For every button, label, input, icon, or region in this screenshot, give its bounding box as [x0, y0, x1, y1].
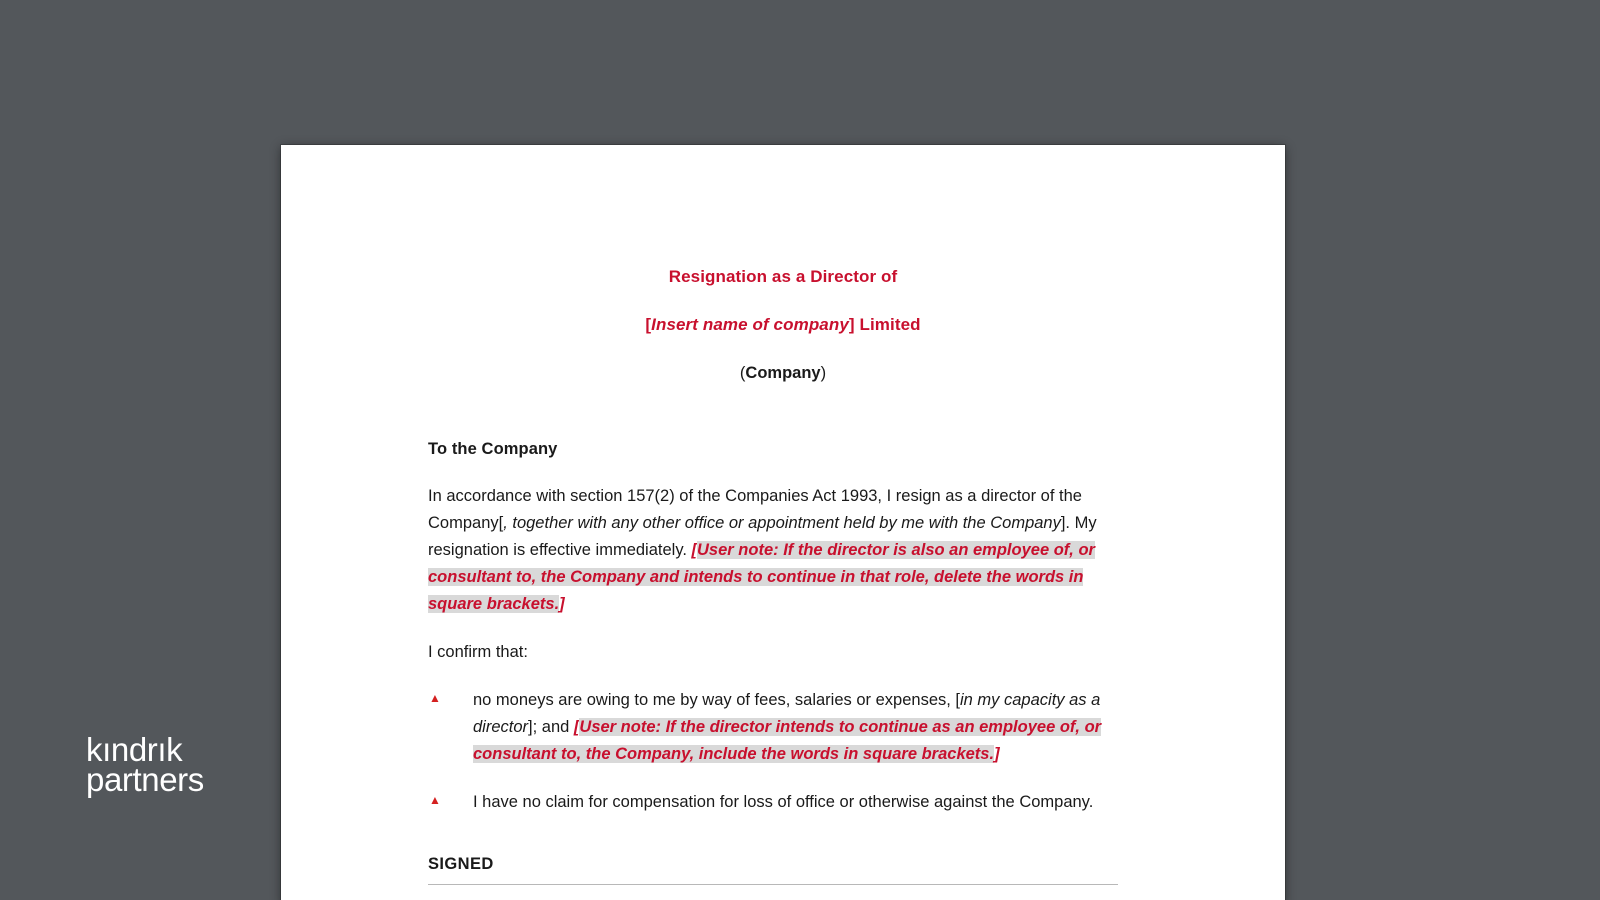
signature-rule	[428, 884, 1118, 885]
bullet1-part1: no moneys are owing to me by way of fees, salaries or expenses, [	[473, 691, 960, 710]
para1-usernote-open-bracket: [	[691, 541, 698, 560]
para1-usernote-close-bracket: ]	[559, 595, 565, 614]
defined-term-label: Company	[745, 364, 821, 382]
para1-part3: ]. My resignation is effective immediately.	[428, 514, 1097, 560]
subtitle-suffix: ] Limited	[848, 315, 921, 334]
list-item	[428, 687, 1118, 768]
kindrik-partners-logo	[86, 731, 204, 799]
para1-italic-clause: , together with any other office or appointment held by me with the Company	[503, 514, 1061, 533]
triangle-bullet-icon: ▲	[429, 793, 441, 808]
defined-term-close-paren: )	[820, 364, 827, 382]
logo-line-kindrik: kındrık	[86, 731, 183, 768]
list-item	[428, 789, 1118, 816]
defined-term-company	[281, 364, 1285, 383]
bullet2-text: I have no claim for compensation for loss of office or otherwise against the Company.	[473, 793, 1094, 812]
subtitle-placeholder-company-name: Insert name of company	[651, 315, 849, 334]
document-page[interactable]	[281, 145, 1285, 900]
confirmation-list	[428, 687, 1118, 816]
triangle-bullet-icon: ▲	[429, 691, 441, 706]
signed-label: SIGNED	[428, 855, 494, 873]
defined-term-open-paren: (	[739, 364, 746, 382]
page-title: Resignation as a Director of	[668, 267, 898, 286]
bullet1-usernote-close-bracket: ]	[994, 745, 1000, 764]
para1-part1: In accordance with section 157(2) of the Companies Act 1993, I resign as a director of the Company[	[428, 487, 1082, 533]
document-body	[428, 440, 1118, 816]
document-subtitle	[281, 315, 1285, 335]
paragraph-i-confirm: I confirm that:	[428, 643, 528, 662]
document-title-block	[281, 267, 1285, 383]
user-note-highlight-2: User note: If the director intends to continue as an employee of, or consultant to, the Company, include the words in square brackets.	[473, 718, 1102, 764]
bullet1-usernote-open-bracket: [	[573, 718, 580, 737]
paragraph-resignation	[428, 483, 1118, 618]
logo-line-partners: partners	[86, 761, 204, 799]
user-note-highlight-1: User note: If the director is also an employee of, or consultant to, the Company and intends to continue in that role, delete the words in square brackets.	[428, 541, 1095, 614]
section-heading-to-the-company: To the Company	[428, 440, 558, 458]
bullet1-part3: ]; and	[528, 718, 574, 737]
bullet1-italic-clause: in my capacity as a director	[473, 691, 1101, 737]
subtitle-open-bracket: [	[645, 315, 652, 334]
signature-block	[428, 855, 1118, 885]
